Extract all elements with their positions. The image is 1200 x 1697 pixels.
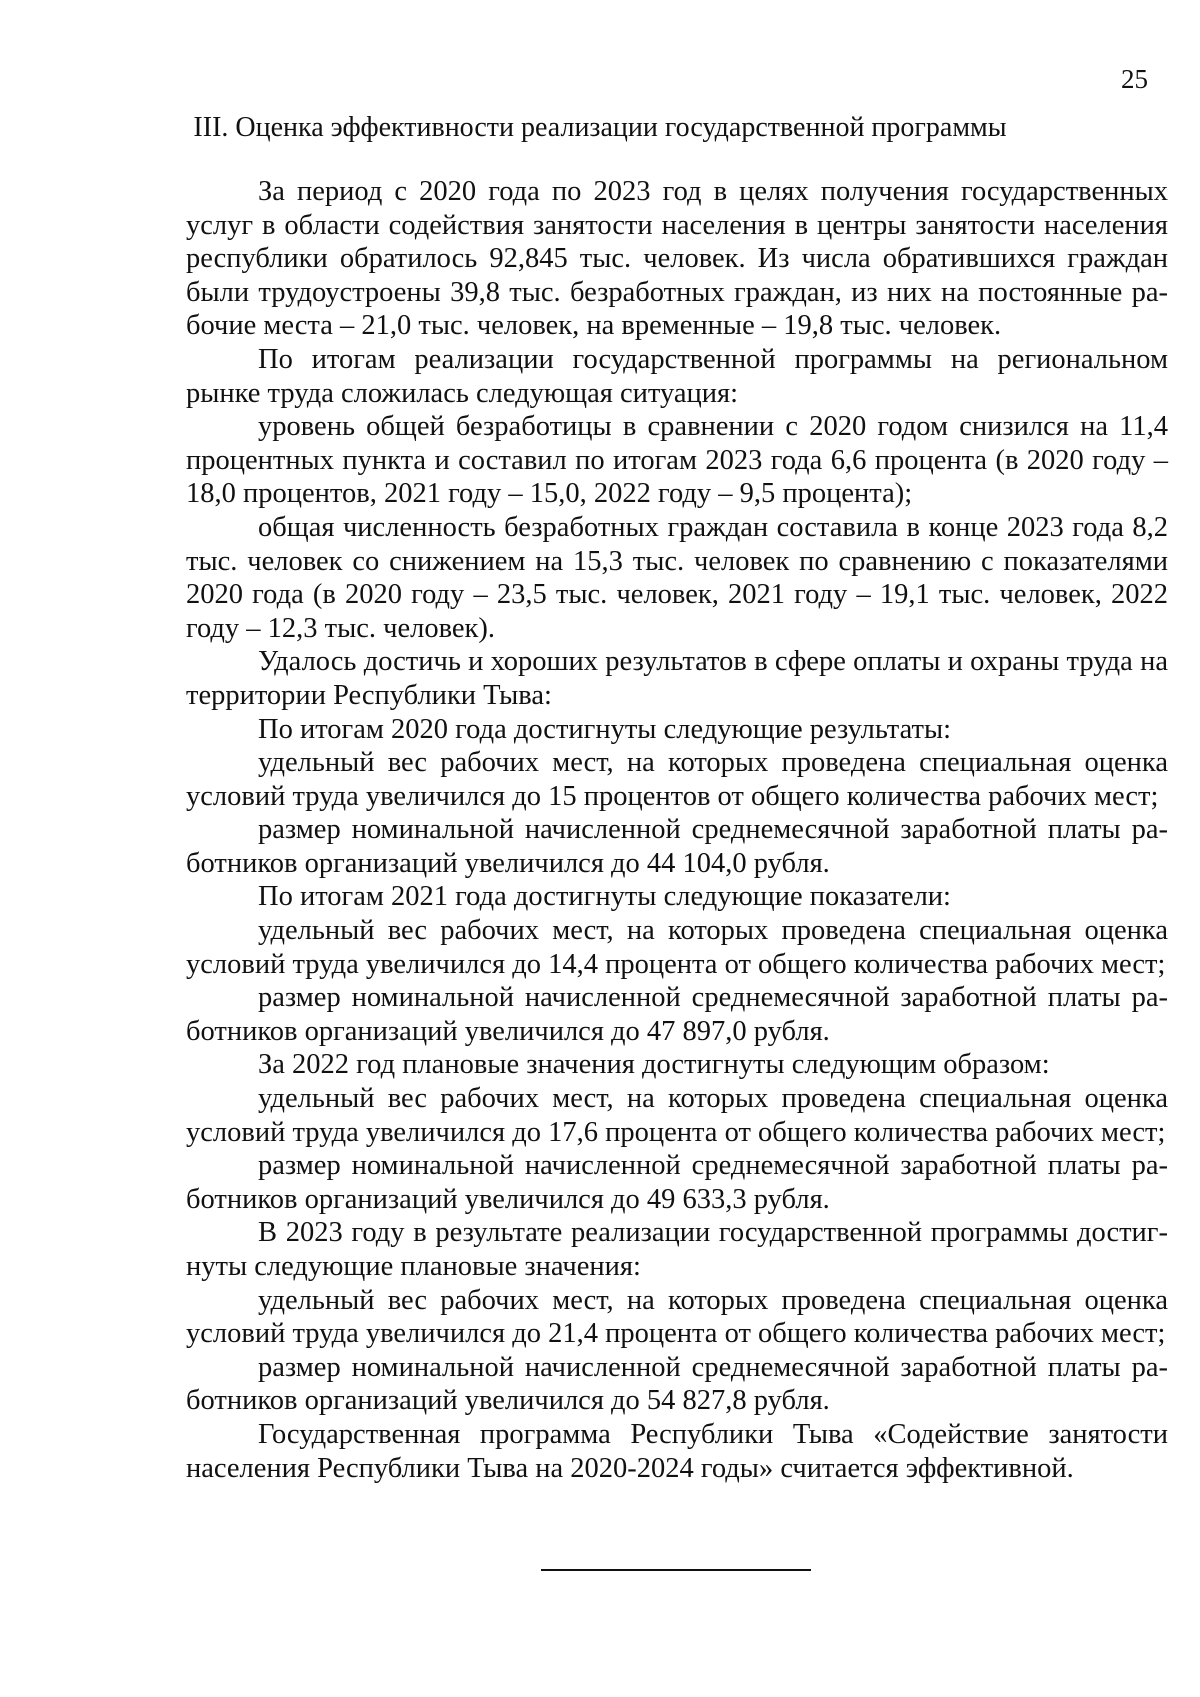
document-body (186, 175, 1168, 1485)
paragraph: В 2023 году в результате реализации государственной программы достигнуты следующие плановые значения: (186, 1217, 1168, 1282)
paragraph: Государственная программа Республики Тыва «Содействие занятости населения Республики Тыва на 2020-2024 годы» считается эффективной. (186, 1418, 1168, 1484)
paragraph: По итогам 2020 года достигнуты следующие результаты: (258, 713, 952, 745)
page-number: 25 (1121, 64, 1148, 94)
end-rule (541, 1569, 811, 1571)
paragraph: общая численность безработных граждан составила в конце 2023 года 8,2 тыс. человек со снижением на 15,3 тыс. человек по сравнению с показателями 2020 года (в 2020 году – 23,5 тыс. человек, 2021 году – 19,1 тыс. человек, 2022 году – 12,3 тыс. человек). (186, 511, 1168, 644)
section-heading: III. Оценка эффективности реализации государственной программы (193, 112, 1007, 143)
paragraph: размер номинальной начисленной среднемесячной заработной платы работников организаций увеличился до 47 897,0 рубля. (186, 982, 1168, 1047)
paragraph: Удалось достичь и хороших результатов в сфере оплаты и охраны труда на территории Республики Тыва: (186, 646, 1168, 711)
paragraph: удельный вес рабочих мест, на которых проведена специальная оценка условий труда увеличился до 17,6 процента от общего количества рабочих мест; (186, 1083, 1168, 1148)
paragraph: По итогам реализации государственной программы на региональном рынке труда сложилась следующая ситуация: (186, 343, 1168, 409)
paragraph: За 2022 год плановые значения достигнуты следующим образом: (258, 1049, 1050, 1081)
paragraph: размер номинальной начисленной среднемесячной заработной платы работников организаций увеличился до 49 633,3 рубля. (186, 1150, 1168, 1215)
paragraph: удельный вес рабочих мест, на которых проведена специальная оценка условий труда увеличился до 15 процентов от общего количества рабочих мест; (186, 747, 1168, 812)
paragraph: По итогам 2021 года достигнуты следующие показатели: (258, 881, 951, 913)
paragraph: размер номинальной начисленной среднемесячной заработной платы работников организаций увеличился до 54 827,8 рубля. (186, 1351, 1168, 1417)
paragraph: удельный вес рабочих мест, на которых проведена специальная оценка условий труда увеличился до 21,4 процента от общего количества рабочих мест; (186, 1284, 1168, 1350)
paragraph: уровень общей безработицы в сравнении с 2020 годом снизился на 11,4 процентных пункта и составил по итогам 2023 года 6,6 процента (в 2020 году – 18,0 процентов, 2021 году – 15,0, 2022 году – 9,5 процента); (186, 411, 1168, 510)
paragraph: За период с 2020 года по 2023 год в целях получения государственных услуг в области содействия занятости населения в центры занятости населения республики обратилось 92,845 тыс. человек. Из числа обратившихся граждан были трудоустроены 39,8 тыс. безработных граждан, из них на постоянные рабочие места – 21,0 тыс. человек, на временные – 19,8 тыс. человек. (186, 176, 1168, 342)
paragraph: размер номинальной начисленной среднемесячной заработной платы работников организаций увеличился до 44 104,0 рубля. (186, 814, 1168, 879)
paragraph: удельный вес рабочих мест, на которых проведена специальная оценка условий труда увеличился до 14,4 процента от общего количества рабочих мест; (186, 915, 1168, 980)
